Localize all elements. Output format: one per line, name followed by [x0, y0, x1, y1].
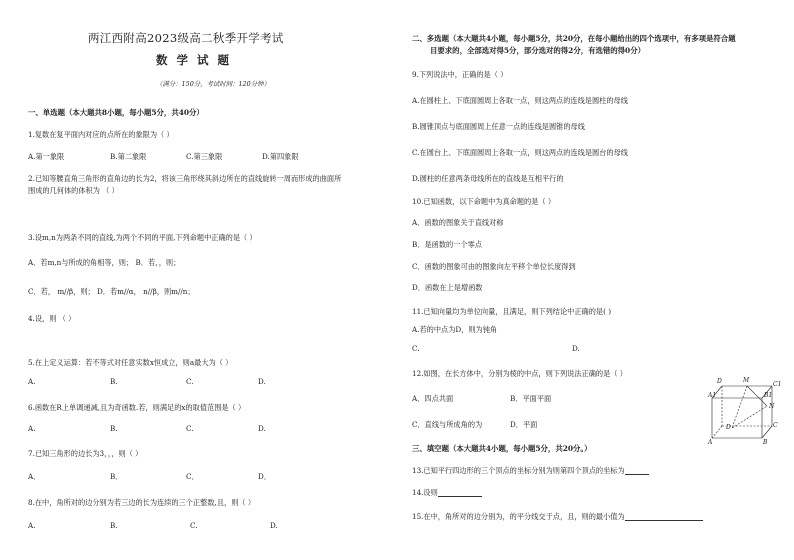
- q7-stem: 7.已知三角形的边长为3，，，则（ ）: [28, 449, 143, 458]
- q12-option-b: B．平面平面: [510, 394, 552, 403]
- label-d: D: [726, 424, 731, 431]
- q4-stem: 4.设，则 （ ）: [28, 314, 76, 323]
- q2-line-2: 围成的几何体的体积为 （ ）: [28, 186, 119, 195]
- q13-line: [412, 466, 649, 475]
- q9-option-c: C.在圆台上、下底面圆周上各取一点，则这两点的连线是圆台的母线: [412, 148, 628, 157]
- q8-option-c: C.: [190, 521, 198, 530]
- q5-option-a: A.: [28, 377, 36, 386]
- q10-stem: 10.已知函数，以下命题中为真命题的是（ ）: [412, 197, 556, 206]
- label-a1: A1: [708, 392, 717, 399]
- q3-option-ab: A．若m,n与所成的角相等，则； B．若，，则；: [28, 258, 181, 267]
- q14-text: 14.设则: [412, 488, 438, 497]
- q5-option-c: C.: [186, 377, 194, 386]
- q5-stem: 5.在上定义运算：若不等式对任意实数x恒成立，则a最大为（ ）: [28, 358, 233, 367]
- label-b: B: [763, 439, 768, 446]
- q10-option-a: A．函数的图象关于直线对称: [412, 218, 504, 227]
- exam-meta: （满分：150分，考试时间：120分钟）: [156, 80, 270, 88]
- q5-option-b: B.: [110, 377, 118, 386]
- q9-option-d: D.圆柱的任意两条母线所在的直线是互相平行的: [412, 174, 564, 183]
- section-3-heading: 三、填空题（本大题共4小题，每小题5分，共20分。）: [412, 444, 592, 453]
- q6-option-c: C.: [186, 424, 194, 433]
- q6-option-a: A.: [28, 424, 36, 433]
- q3-option-cd: C．若， m//β，则； D．若m//α， n//β，则m//n；: [28, 287, 195, 296]
- q1-option-b: B.第二象限: [110, 152, 147, 161]
- q12-option-a: A．四点共面: [412, 394, 454, 403]
- q11-option-a: A.若的中点为D，则为钝角: [412, 325, 498, 334]
- section-1-heading: 一、单选题（本大题共8小题，每小题5分，共40分）: [28, 108, 204, 117]
- q1-option-c: C.第三象限: [186, 152, 223, 161]
- q10-option-d: D．函数在上是增函数: [412, 283, 483, 292]
- q15-line: [412, 512, 703, 521]
- label-b1: B1: [764, 392, 773, 399]
- q8-option-a: A.: [28, 521, 36, 530]
- exam-title: 两江西附高2023级高二秋季开学考试: [88, 31, 284, 45]
- q14-line: [412, 488, 482, 497]
- label-d1: D: [717, 378, 722, 385]
- cuboid-diagram: [708, 374, 782, 446]
- label-c: C: [773, 422, 778, 429]
- q8-option-b: B.: [110, 521, 118, 530]
- q11-stem: 11.已知向量均为单位向量，且满足，则下列结论中正确的是( ): [412, 307, 612, 316]
- q5-option-d: D.: [258, 377, 266, 386]
- q7-option-c: C．: [186, 472, 199, 481]
- q6-option-b: B.: [110, 424, 118, 433]
- section-2-heading-line-2: 目要求的，全部选对得5分，部分选对的得2分，有选错的得0分）: [430, 46, 645, 55]
- q11-option-d: D.: [572, 344, 580, 353]
- q9-option-b: B.圆锥顶点与底面圆周上任意一点的连线是圆锥的母线: [412, 122, 585, 131]
- q15-answer-blank[interactable]: [625, 512, 703, 521]
- q15-text: 15.在中，角所对的边分别为，的平分线交于点，且，则的最小值为: [412, 512, 625, 521]
- q9-stem: 9.下列说法中，正确的是（ ）: [412, 70, 508, 79]
- q3-stem: 3.设m,n为两条不同的直线,为两个不同的平面,下列命题中正确的是（ ）: [28, 233, 257, 242]
- q12-option-c: C．直线与所成角的为: [412, 420, 483, 429]
- q11-option-c: C.: [412, 344, 420, 353]
- q1-option-d: D.第四象限: [262, 152, 299, 161]
- q12-stem: 12.如图，在长方体中，分别为棱的中点，则下列说法正确的是（ ）: [412, 369, 627, 378]
- q14-answer-blank[interactable]: [438, 488, 482, 497]
- label-c1: C1: [773, 381, 782, 388]
- q7-option-d: D．: [258, 472, 271, 481]
- q9-option-a: A.在圆柱上、下底面圆周上各取一点，则这两点的连线是圆柱的母线: [412, 96, 628, 105]
- q10-option-b: B．是函数的一个零点: [412, 240, 482, 249]
- q10-option-c: C．函数的图象可由的图象向左平移个单位长度得到: [412, 262, 576, 271]
- section-2-heading-line-1: 二、多选题（本大题共4小题，每小题5分，共20分，在每小题给出的四个选项中，有多项是符合题: [412, 34, 736, 43]
- label-a: A: [708, 439, 713, 446]
- q13-answer-blank[interactable]: [625, 466, 649, 475]
- q2-line-1: 2.已知等腰直角三角形的直角边的长为2，将该三角形绕其斜边所在的直线旋转一周而形成的曲面所: [28, 174, 342, 183]
- q8-stem: 8.在中，角所对的边分别为若三边的长为连续的三个正整数,且，则（ ）: [28, 498, 256, 507]
- q6-stem: 6.函数在R上单调递减,且为奇函数.若，则满足的x的取值范围是（ ）: [28, 403, 246, 412]
- q7-option-a: A．: [28, 472, 41, 481]
- q1-stem: 1.复数在复平面内对应的点所在的象限为（ ）: [28, 130, 174, 139]
- q7-option-b: B．: [110, 472, 123, 481]
- q12-option-d: D．平面: [510, 420, 538, 429]
- q6-option-d: D.: [258, 424, 266, 433]
- q1-option-a: A.第一象限: [28, 152, 65, 161]
- exam-subtitle: 数学试题: [156, 53, 238, 67]
- q8-option-d: D.: [270, 521, 278, 530]
- label-m: M: [743, 377, 750, 384]
- q13-text: 13.已知平行四边形的三个顶点的坐标分别为则第四个顶点的坐标为: [412, 466, 625, 475]
- label-n: N: [769, 403, 775, 410]
- cuboid-figure: [708, 374, 782, 446]
